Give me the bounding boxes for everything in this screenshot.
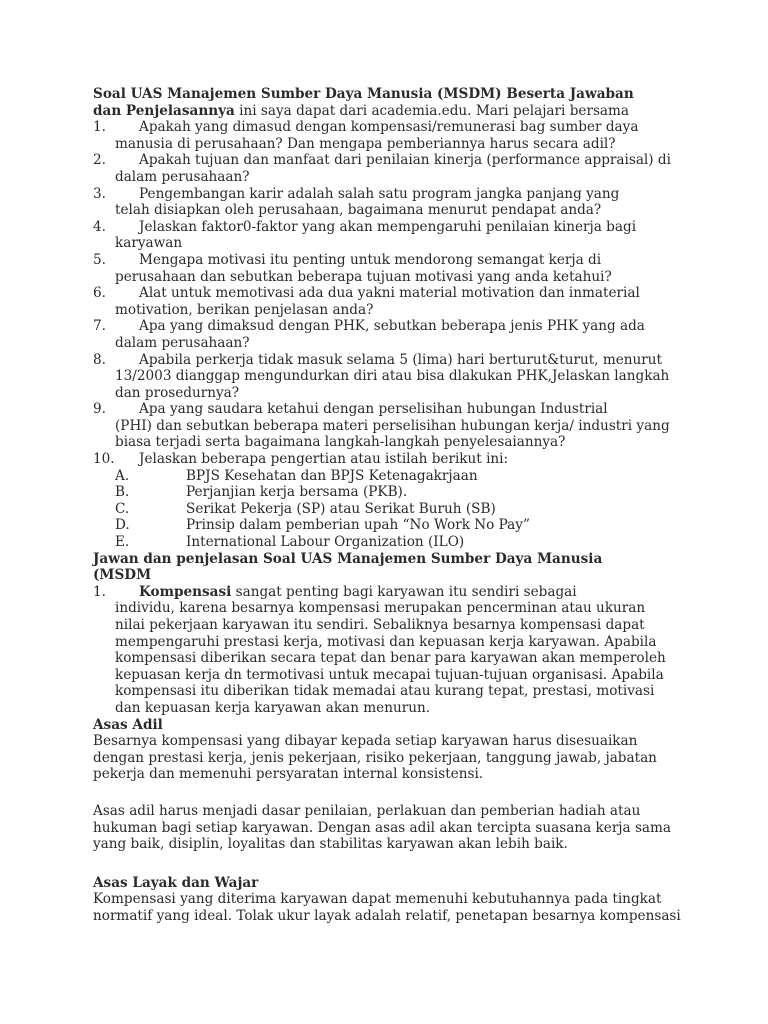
- question-item: [93, 451, 683, 468]
- question-item: [93, 119, 683, 152]
- question-continuation: manusia di perusahaan? Dan mengapa pemberiannya harus secara adil?: [115, 135, 616, 152]
- answer-1-number: 1.: [93, 583, 106, 600]
- subitem-letter: A.: [115, 467, 130, 484]
- question-first-line: [93, 252, 683, 269]
- question-continuation: perusahaan dan sebutkan beberapa tujuan motivasi yang anda ketahui?: [115, 268, 612, 285]
- question-continuation: dan prosedurnya?: [115, 384, 240, 401]
- question-first-line: [93, 119, 683, 136]
- subitem: [93, 484, 683, 501]
- question-first-line: [93, 451, 683, 468]
- subitem-list: [93, 468, 683, 551]
- subitem-letter: E.: [115, 534, 130, 551]
- question-item: [93, 252, 683, 285]
- title-rest: ini saya dapat dari academia.edu. Mari pelajari bersama: [234, 102, 630, 119]
- question-item: [93, 285, 683, 318]
- subitem-letter: C.: [115, 500, 130, 517]
- title-bold-part: dan Penjelasannya: [93, 102, 235, 119]
- asas-adil-heading: Asas Adil: [93, 716, 163, 733]
- asas-adil-paragraph-2: [93, 803, 683, 853]
- section-asas-layak: [93, 875, 683, 925]
- section-asas-adil: [93, 717, 683, 853]
- question-continuation: karyawan: [115, 235, 183, 252]
- answer-1-line: mempengaruhi prestasi kerja, motivasi dan kepuasan kerja karyawan. Apabila: [115, 633, 657, 650]
- paragraph-gap: [93, 783, 683, 803]
- question-item: [93, 352, 683, 402]
- question-continuation: dalam perusahaan?: [115, 168, 250, 185]
- paragraph-line: Kompensasi yang diterima karyawan dapat memenuhi kebutuhannya pada tingkat: [93, 891, 662, 908]
- subitem-text: Prinsip dalam pemberian upah “No Work No Pay”: [186, 517, 530, 534]
- question-number: 6.: [93, 285, 106, 302]
- subitem-letter: D.: [115, 517, 130, 534]
- paragraph-line: Asas adil harus menjadi dasar penilaian, perlakuan dan pemberian hadiah atau: [93, 802, 641, 819]
- question-number: 4.: [93, 218, 106, 235]
- title-line-2: [93, 103, 683, 120]
- question-text: Jelaskan faktor0-faktor yang akan mempengaruhi penilaian kinerja bagi: [139, 218, 637, 235]
- question-item: [93, 152, 683, 185]
- question-first-line: [93, 318, 683, 335]
- document-title: [93, 86, 683, 119]
- question-continuation: telah disiapkan oleh perusahaan, bagaimana menurut pendapat anda?: [115, 202, 602, 219]
- paragraph-line: dengan prestasi kerja, jenis pekerjaan, risiko pekerjaan, tanggung jawab, jabatan: [93, 749, 657, 766]
- question-item: [93, 318, 683, 351]
- subitem-text: Serikat Pekerja (SP) atau Serikat Buruh (SB): [186, 500, 496, 517]
- question-number: 10.: [93, 451, 115, 468]
- answer-1-line: dan kepuasan kerja karyawan akan menurun.: [115, 699, 431, 716]
- answer-1-line: kompensasi diberikan secara tepat dan benar para karyawan akan memperoleh: [115, 650, 666, 667]
- question-text: Mengapa motivasi itu penting untuk mendorong semangat kerja di: [139, 251, 602, 268]
- asas-layak-heading: Asas Layak dan Wajar: [93, 874, 259, 891]
- answer-1-first-line: [93, 584, 683, 601]
- answer-heading-line-2: (MSDM: [93, 567, 152, 584]
- question-first-line: [93, 285, 683, 302]
- paragraph-line: normatif yang ideal. Tolak ukur layak adalah relatif, penetapan besarnya kompensasi: [93, 907, 681, 924]
- question-text: Apabila perkerja tidak masuk selama 5 (lima) hari berturut&turut, menurut: [139, 351, 662, 368]
- asas-layak-paragraph: [93, 891, 683, 924]
- subitem: [93, 517, 683, 534]
- subitem: [93, 501, 683, 518]
- answer-1-line: individu, karena besarnya kompensasi merupakan pencerminan atau ukuran: [115, 600, 646, 617]
- answer-1-bold: Kompensasi: [139, 583, 232, 600]
- question-text: Pengembangan karir adalah salah satu program jangka panjang yang: [139, 185, 620, 202]
- question-number: 9.: [93, 401, 106, 418]
- answer-1-line: kompensasi itu diberikan tidak memadai atau kurang tepat, prestasi, motivasi: [115, 683, 655, 700]
- question-first-line: [93, 186, 683, 203]
- subitem-text: International Labour Organization (ILO): [186, 534, 465, 551]
- question-number: 2.: [93, 152, 106, 169]
- subitem-text: BPJS Kesehatan dan BPJS Ketenagakrjaan: [186, 467, 478, 484]
- subitem: [93, 534, 683, 551]
- paragraph-line: hukuman bagi setiap karyawan. Dengan asas adil akan tercipta suasana kerja sama: [93, 819, 672, 836]
- question-number: 5.: [93, 251, 106, 268]
- section-gap: [93, 853, 683, 875]
- question-number: 7.: [93, 318, 106, 335]
- question-text: Apa yang dimaksud dengan PHK, sebutkan beberapa jenis PHK yang ada: [139, 318, 645, 335]
- question-item: [93, 186, 683, 219]
- paragraph-line: pekerja dan memenuhi persyaratan internal konsistensi.: [93, 766, 484, 783]
- question-text: Alat untuk memotivasi ada dua yakni material motivation dan inmaterial: [139, 285, 640, 302]
- question-list: [93, 119, 683, 467]
- question-first-line: [93, 219, 683, 236]
- paragraph-line: Besarnya kompensasi yang dibayar kepada setiap karyawan harus disesuaikan: [93, 733, 638, 750]
- answer-1: [93, 584, 683, 717]
- title-line-1: Soal UAS Manajemen Sumber Daya Manusia (MSDM) Beserta Jawaban: [93, 86, 634, 102]
- question-text: Apa yang saudara ketahui dengan perselisihan hubungan Industrial: [139, 401, 608, 418]
- subitem-letter: B.: [115, 484, 130, 501]
- paragraph-line: yang baik, disiplin, loyalitas dan stabilitas karyawan akan lebih baik.: [93, 836, 568, 853]
- question-continuation: motivation, berikan penjelasan anda?: [115, 301, 374, 318]
- question-item: [93, 401, 683, 451]
- question-item: [93, 219, 683, 252]
- answer-heading-line-1: Jawan dan penjelasan Soal UAS Manajemen Sumber Daya Manusia: [93, 550, 603, 567]
- answer-1-line: nilai pekerjaan karyawan itu sendiri. Sebaliknya besarnya kompensasi dapat: [115, 617, 645, 633]
- question-continuation: 13/2003 dianggap mengundurkan diri atau bisa dlakukan PHK,Jelaskan langkah: [115, 368, 670, 385]
- answer-1-line: kepuasan kerja dn termotivasi untuk mecapai tujuan-tujuan organisasi. Apabila: [115, 666, 664, 683]
- question-text: Jelaskan beberapa pengertian atau istilah berikut ini:: [139, 451, 509, 468]
- answer-1-first-rest: sangat penting bagi karyawan itu sendiri sebagai: [231, 583, 577, 600]
- question-number: 8.: [93, 351, 106, 368]
- question-text: Apakah tujuan dan manfaat dari penilaian kinerja (performance appraisal) di: [139, 152, 671, 169]
- question-continuation: biasa terjadi serta bagaimana langkah-langkah penyelesaiannya?: [115, 434, 566, 451]
- subitem: [93, 468, 683, 485]
- document-page: [93, 86, 683, 925]
- question-first-line: [93, 152, 683, 169]
- question-first-line: [93, 352, 683, 369]
- subitem-text: Perjanjian kerja bersama (PKB).: [186, 484, 408, 501]
- asas-adil-paragraph-1: [93, 733, 683, 783]
- question-number: 1.: [93, 119, 106, 136]
- question-continuation: dalam perusahaan?: [115, 334, 250, 351]
- question-first-line: [93, 401, 683, 418]
- answer-1-continuation: [93, 600, 683, 716]
- question-number: 3.: [93, 185, 106, 202]
- question-continuation: (PHI) dan sebutkan beberapa materi perselisihan hubungan kerja/ industri yang: [115, 417, 670, 434]
- question-text: Apakah yang dimasud dengan kompensasi/remunerasi bag sumber daya: [139, 119, 639, 136]
- answer-heading: [93, 551, 683, 584]
